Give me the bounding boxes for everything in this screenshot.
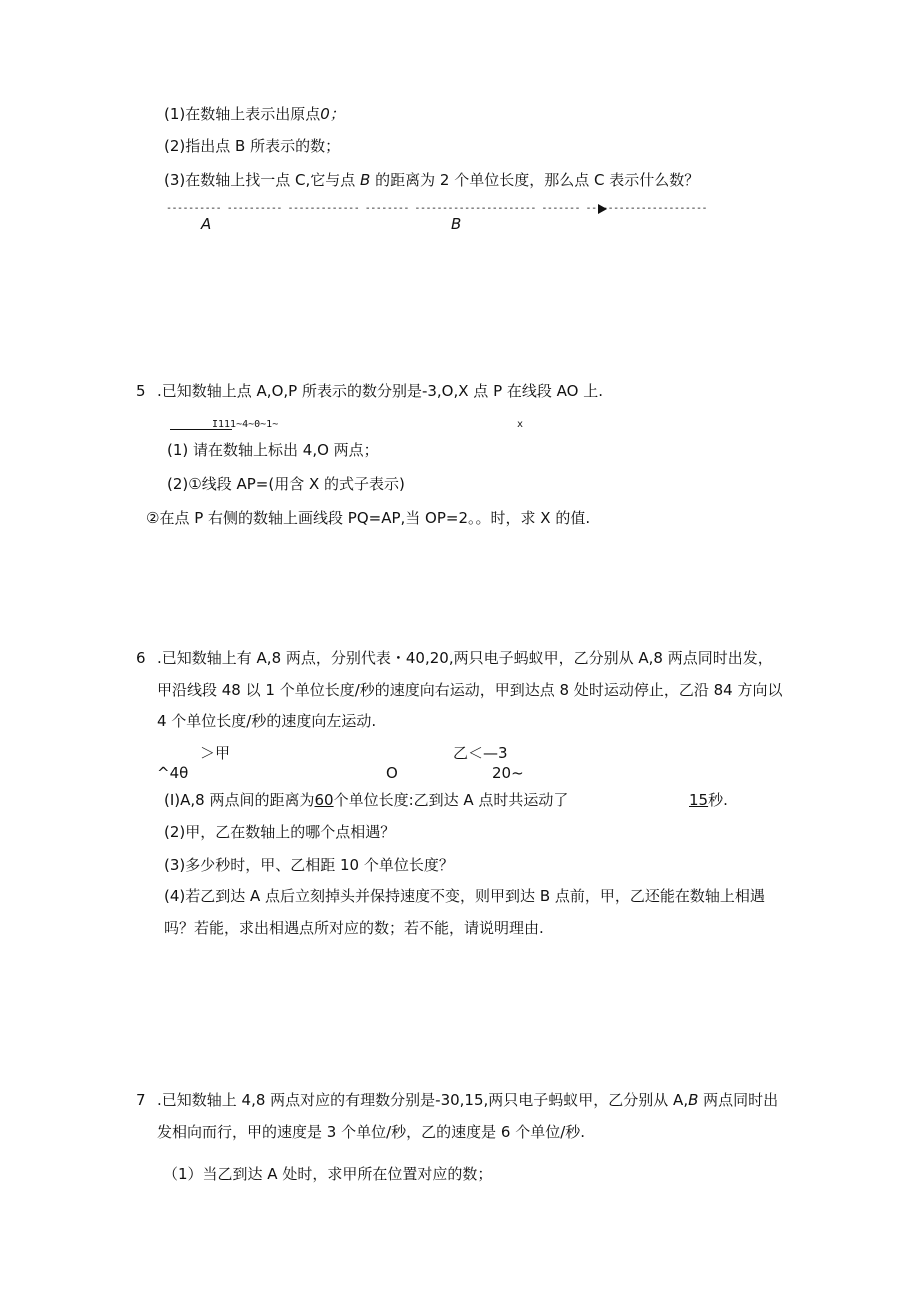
p6-question-4b: 吗？若能，求出相遇点所对应的数；若不能，请说明理由. — [164, 919, 544, 937]
p4-question-3 — [164, 170, 699, 190]
p5-axis-x: x — [517, 419, 524, 430]
p4-question-1 — [164, 104, 345, 124]
p6-question-2: (2)甲，乙在数轴上的哪个点相遇？ — [164, 823, 396, 841]
p6-q1-answer-1: 60 — [314, 791, 334, 809]
p6-number: 6 — [136, 649, 146, 667]
p7-stem-2: 发相向而行，甲的速度是 3 个单位/秒，乙的速度是 6 个单位/秒. — [157, 1123, 586, 1141]
p6-q1-text-a: (I)A,8 两点间的距离为 — [164, 791, 315, 809]
p4-q1-text: (1)在数轴上表示出原点 — [164, 105, 321, 123]
p6-q1-answer-2-group — [689, 790, 728, 810]
p7-question-1: （1）当乙到达 A 处时，求甲所在位置对应的数； — [163, 1165, 493, 1183]
p4-label-b: B — [451, 215, 462, 233]
p6-figure-left-label: ^4θ — [157, 764, 189, 782]
p7-stem-1c: 两点同时出 — [703, 1091, 779, 1109]
p6-figure-origin: O — [386, 764, 398, 782]
p7-stem-1 — [157, 1090, 778, 1110]
p6-stem-2: 甲沿线段 48 以 1 个单位长度/秒的速度向右运动，甲到达点 8 处时运动停止，乙沿 84 方向以 — [157, 681, 783, 699]
p6-figure-yi: 乙＜—3 — [453, 744, 508, 762]
p5-axis-ticks: I111~4~0~1~ — [212, 419, 279, 430]
p5-question-1: (1) 请在数轴上标出 4,O 两点； — [167, 441, 379, 459]
p5-stem: .已知数轴上点 A,O,P 所表示的数分别是-3,O,X 点 P 在线段 AO 上. — [157, 382, 603, 400]
p4-q3-point-b: B — [360, 171, 371, 189]
p7-stem-1b: B — [688, 1091, 699, 1109]
p6-stem-3: 4 个单位长度/秒的速度向左运动. — [157, 712, 377, 730]
p5-question-2b: ②在点 P 右侧的数轴上画线段 PQ=AP,当 OP=2。。时，求 X 的值. — [146, 509, 591, 527]
p4-number-line: ---------- ---------- ------------- -------- ---------------------- ------- ---------------------- — [166, 203, 708, 214]
p4-q3-rest: 的距离为 2 个单位长度，那么点 C 表示什么数？ — [375, 171, 700, 189]
p6-figure-right-label: 20~ — [492, 764, 524, 782]
p5-number: 5 — [136, 382, 146, 400]
p4-axis-arrow-icon — [598, 204, 607, 214]
p6-q1-text-c: 秒. — [708, 791, 728, 809]
p6-figure-jia: ＞甲 — [200, 744, 231, 762]
p4-question-2: (2)指出点 B 所表示的数； — [164, 137, 341, 155]
p4-label-a: A — [201, 215, 212, 233]
p6-question-1 — [164, 790, 568, 810]
p6-stem-1: .已知数轴上有 A,8 两点，分别代表・40,20,两只电子蚂蚁甲，乙分别从 A,8 两点同时出发， — [157, 649, 773, 667]
p6-question-3: (3)多少秒时，甲、乙相距 10 个单位长度？ — [164, 856, 454, 874]
p5-question-2: (2)①线段 AP=(用含 X 的式子表示) — [167, 475, 405, 493]
p7-number: 7 — [136, 1091, 146, 1109]
p4-q1-origin: 0； — [320, 105, 345, 123]
p6-question-4a: (4)若乙到达 A 点后立刻掉头并保持速度不变，则甲到达 B 点前，甲，乙还能在数轴上相遇 — [164, 887, 765, 905]
p7-stem-1a: .已知数轴上 4,8 两点对应的有理数分别是-30,15,两只电子蚂蚁甲，乙分别从 A, — [157, 1091, 689, 1109]
p6-q1-text-b: 个单位长度:乙到达 A 点时共运动了 — [333, 791, 569, 809]
p6-q1-answer-2: 15 — [689, 791, 709, 809]
p4-q3-text: (3)在数轴上找一点 C,它与点 — [164, 171, 356, 189]
